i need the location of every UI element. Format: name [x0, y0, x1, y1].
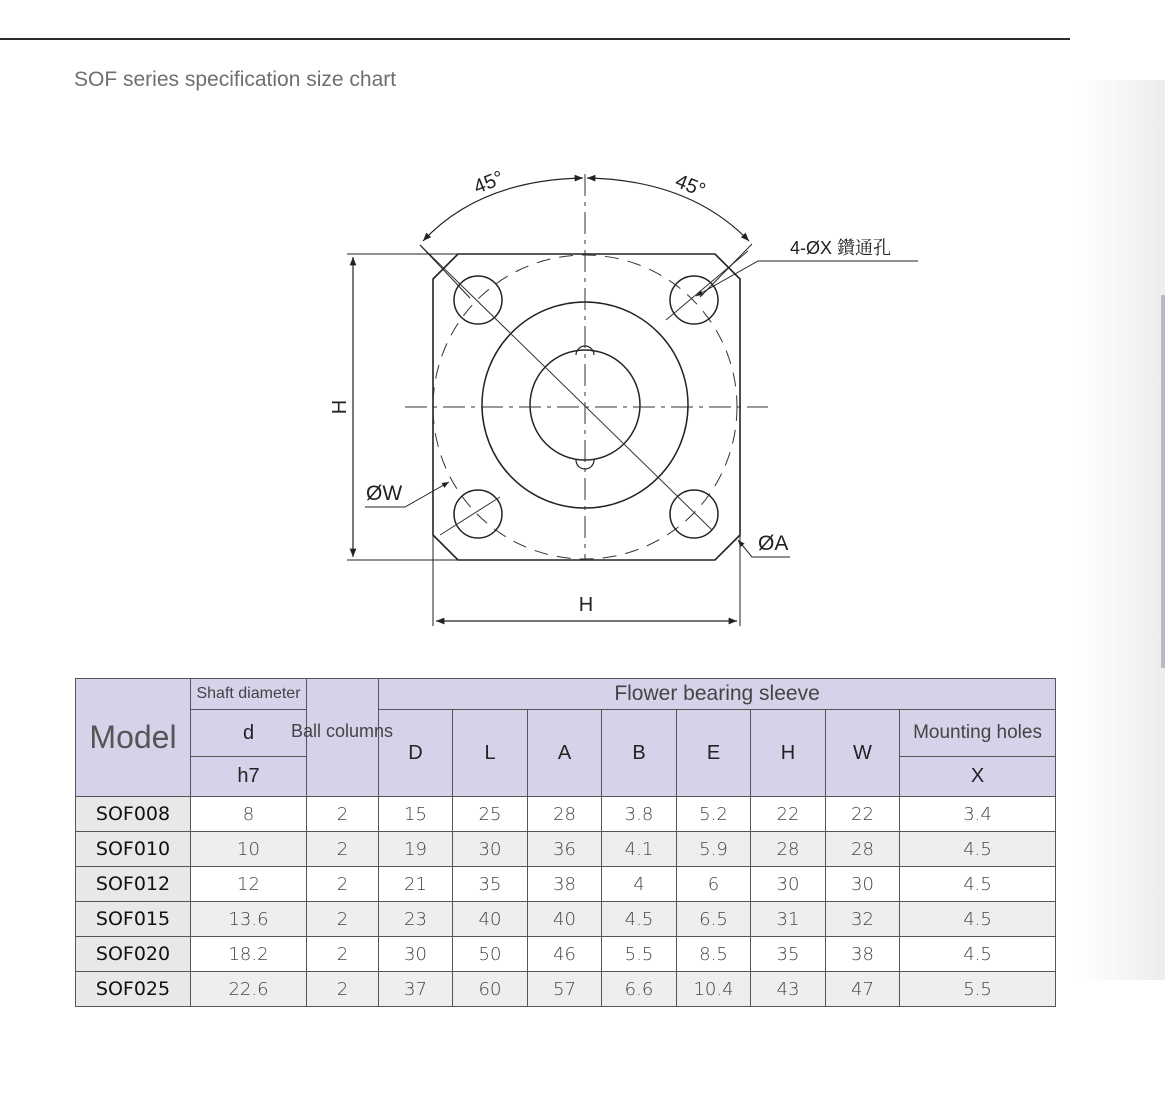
diagonal-line-2: [666, 251, 748, 320]
table-row: [76, 797, 1056, 832]
cell-X: 3.4: [900, 797, 1056, 832]
cell-W: 22: [826, 797, 900, 832]
cell-W: 47: [826, 972, 900, 1007]
cell-L: 50: [453, 937, 528, 972]
table-row: [76, 867, 1056, 902]
cell-ball: 2: [307, 902, 379, 937]
header-D: D: [379, 710, 453, 797]
table-row: [76, 902, 1056, 937]
cell-A: 57: [528, 972, 602, 1007]
cell-A: 40: [528, 902, 602, 937]
header-model: Model: [76, 679, 191, 797]
cell-X: 4.5: [900, 937, 1056, 972]
cell-A: 36: [528, 832, 602, 867]
header-L: L: [453, 710, 528, 797]
cell-E: 5.2: [677, 797, 751, 832]
mounting-hole-tr: [670, 276, 718, 324]
cell-D: 23: [379, 902, 453, 937]
cell-ball: 2: [307, 867, 379, 902]
cell-D: 21: [379, 867, 453, 902]
cell-H: 43: [751, 972, 826, 1007]
cell-H: 22: [751, 797, 826, 832]
cell-A: 46: [528, 937, 602, 972]
cell-X: 4.5: [900, 867, 1056, 902]
w-callout-label: ØW: [366, 482, 403, 505]
cell-B: 4.1: [602, 832, 677, 867]
spec-table: [75, 678, 1056, 1007]
header-flower-bearing-sleeve: Flower bearing sleeve: [379, 679, 1056, 710]
cell-H: 28: [751, 832, 826, 867]
cell-D: 15: [379, 797, 453, 832]
cell-H: 30: [751, 867, 826, 902]
mounting-hole-br: [670, 490, 718, 538]
angle-ext-left: [420, 245, 470, 298]
cell-B: 4.5: [602, 902, 677, 937]
cell-model: SOF012: [76, 867, 191, 902]
a-callout-label: ØA: [758, 532, 789, 555]
header-B: B: [602, 710, 677, 797]
cell-A: 28: [528, 797, 602, 832]
cell-E: 6: [677, 867, 751, 902]
cell-B: 3.8: [602, 797, 677, 832]
hole-callout-label: 4-ØX 鑽通孔: [790, 238, 892, 258]
cell-model: SOF010: [76, 832, 191, 867]
cell-E: 8.5: [677, 937, 751, 972]
cell-L: 60: [453, 972, 528, 1007]
angle-label-right: 45°: [672, 170, 709, 202]
cell-L: 35: [453, 867, 528, 902]
cell-B: 6.6: [602, 972, 677, 1007]
header-X: X: [900, 757, 1056, 797]
header-A: A: [528, 710, 602, 797]
mounting-hole-tl: [454, 276, 502, 324]
header-H: H: [751, 710, 826, 797]
cell-A: 38: [528, 867, 602, 902]
cell-model: SOF015: [76, 902, 191, 937]
cell-d: 10: [191, 832, 307, 867]
header-mounting-holes: Mounting holes: [900, 710, 1056, 757]
cell-d: 22.6: [191, 972, 307, 1007]
diagonal-line-3: [440, 497, 500, 535]
cell-model: SOF008: [76, 797, 191, 832]
header-ball-columns: [291, 679, 394, 797]
dim-label-h-horizontal: H: [578, 594, 594, 616]
cell-E: 6.5: [677, 902, 751, 937]
dim-label-h-vertical: H: [329, 399, 351, 415]
cell-model: SOF020: [76, 937, 191, 972]
angle-label-left: 45°: [470, 166, 507, 199]
cell-ball: 2: [307, 972, 379, 1007]
header-E: E: [677, 710, 751, 797]
cell-D: 30: [379, 937, 453, 972]
angle-arc-right: [587, 178, 749, 241]
table-row: [76, 937, 1056, 972]
diagonal-line-1: [420, 245, 712, 530]
cell-W: 32: [826, 902, 900, 937]
cell-d: 8: [191, 797, 307, 832]
cell-D: 19: [379, 832, 453, 867]
cell-L: 30: [453, 832, 528, 867]
cell-X: 4.5: [900, 832, 1056, 867]
cell-ball: 2: [307, 832, 379, 867]
cell-X: 4.5: [900, 902, 1056, 937]
table-row: [76, 972, 1056, 1007]
mounting-hole-bl: [454, 490, 502, 538]
cell-d: 12: [191, 867, 307, 902]
page-title: SOF series specification size chart: [74, 68, 397, 91]
cell-ball: 2: [307, 937, 379, 972]
cell-H: 35: [751, 937, 826, 972]
cell-E: 10.4: [677, 972, 751, 1007]
cell-B: 4: [602, 867, 677, 902]
cell-W: 30: [826, 867, 900, 902]
cell-d: 13.6: [191, 902, 307, 937]
cell-L: 25: [453, 797, 528, 832]
cell-W: 28: [826, 832, 900, 867]
header-ball-columns-label: Ball columns: [291, 721, 394, 741]
cell-W: 38: [826, 937, 900, 972]
cell-E: 5.9: [677, 832, 751, 867]
cell-ball: 2: [307, 797, 379, 832]
cell-D: 37: [379, 972, 453, 1007]
header-shaft-diameter: Shaft diameter: [191, 679, 307, 710]
cell-B: 5.5: [602, 937, 677, 972]
header-h7: h7: [191, 757, 307, 797]
cell-d: 18.2: [191, 937, 307, 972]
cell-L: 40: [453, 902, 528, 937]
cell-H: 31: [751, 902, 826, 937]
header-W: W: [826, 710, 900, 797]
cell-X: 5.5: [900, 972, 1056, 1007]
header-d: d: [191, 710, 307, 757]
table-row: [76, 832, 1056, 867]
cell-model: SOF025: [76, 972, 191, 1007]
